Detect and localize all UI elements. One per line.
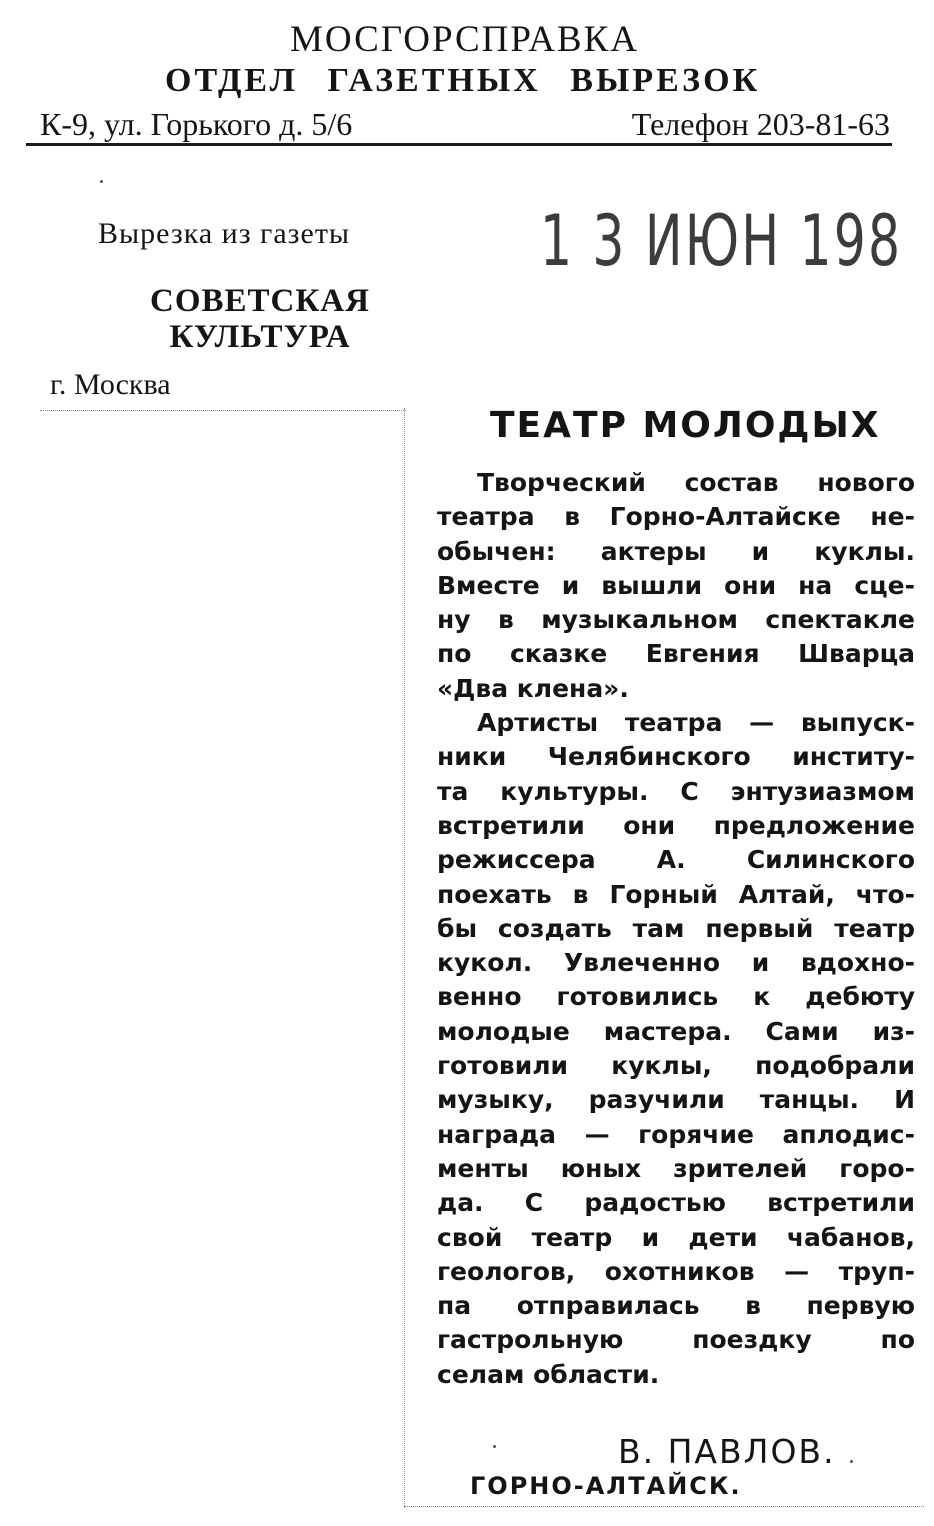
article-body: [437, 466, 915, 1392]
article-line: «Два клена».: [437, 673, 629, 703]
article-line: Творческий состав нового: [477, 468, 915, 497]
article-line: гастрольную поездку по: [437, 1325, 915, 1355]
article-line: геологов, охотников — труп-: [437, 1256, 915, 1286]
article-line: ники Челябинского институ-: [437, 742, 915, 772]
clipping-label: Вырезка из газеты: [98, 217, 351, 250]
article-author: В. ПАВЛОВ.: [618, 1432, 836, 1471]
article-line: бы создать там первый театр: [437, 913, 915, 943]
article-place: ГОРНО-АЛТАЙСК.: [470, 1472, 742, 1500]
article-line: Вместе и вышли они на сце-: [437, 570, 915, 600]
header-contact-row: [40, 106, 890, 143]
clipping-border-top: [40, 410, 406, 411]
article-line: да. С радостью встретили: [437, 1188, 915, 1218]
newspaper-name-line2: КУЛЬТУРА: [169, 319, 351, 355]
newspaper-city: г. Москва: [50, 368, 171, 401]
article-line: обычен: актеры и куклы.: [437, 536, 915, 566]
article-line: молодые мастера. Сами из-: [437, 1016, 915, 1046]
print-speck: [493, 1445, 496, 1448]
article-line: встретили они предложение: [437, 810, 915, 840]
article-line: селам области.: [437, 1359, 660, 1389]
article-line: ну в музыкальном спектакле: [437, 605, 915, 635]
header-address: К-9, ул. Горького д. 5/6: [40, 106, 353, 142]
header-divider: [26, 143, 892, 146]
clipping-border-left: [404, 408, 405, 1508]
article-line: Артисты театра — выпуск-: [477, 708, 915, 738]
article-title: ТЕАТР МОЛОДЫХ: [490, 405, 881, 446]
clipping-border-bottom: [404, 1506, 924, 1507]
article-line: менты юных зрителей горо-: [437, 1153, 915, 1183]
article-line: музыку, разучили танцы. И: [437, 1085, 915, 1115]
print-speck: [100, 180, 103, 183]
newspaper-name: [140, 283, 380, 355]
article-line: готовили куклы, подобрали: [437, 1051, 915, 1081]
date-stamp: 1 3 ИЮН 198: [540, 200, 903, 282]
print-speck: [850, 1460, 853, 1463]
article-line: по сказке Евгения Шварца: [437, 639, 915, 669]
article-line: театра в Горно-Алтайске не-: [437, 502, 915, 532]
article-line: награда — горячие аплодис-: [437, 1119, 915, 1149]
article-line: па отправилась в первую: [437, 1291, 915, 1321]
header-phone: Телефон 203-81-63: [631, 106, 890, 142]
article-line: та культуры. С энтузиазмом: [437, 776, 915, 806]
article-line: венно готовились к дебюту: [437, 982, 915, 1012]
header-agency: МОСГОРСПРАВКА: [290, 19, 640, 60]
article-line: свой театр и дети чабанов,: [437, 1222, 915, 1252]
newspaper-name-line1: СОВЕТСКАЯ: [150, 283, 370, 319]
article-line: поехать в Горный Алтай, что-: [437, 879, 915, 909]
article-line: кукол. Увлеченно и вдохно-: [437, 948, 915, 978]
header-department: ОТДЕЛ ГАЗЕТНЫХ ВЫРЕЗОК: [165, 62, 761, 99]
article-line: режиссера А. Силинского: [437, 845, 915, 875]
